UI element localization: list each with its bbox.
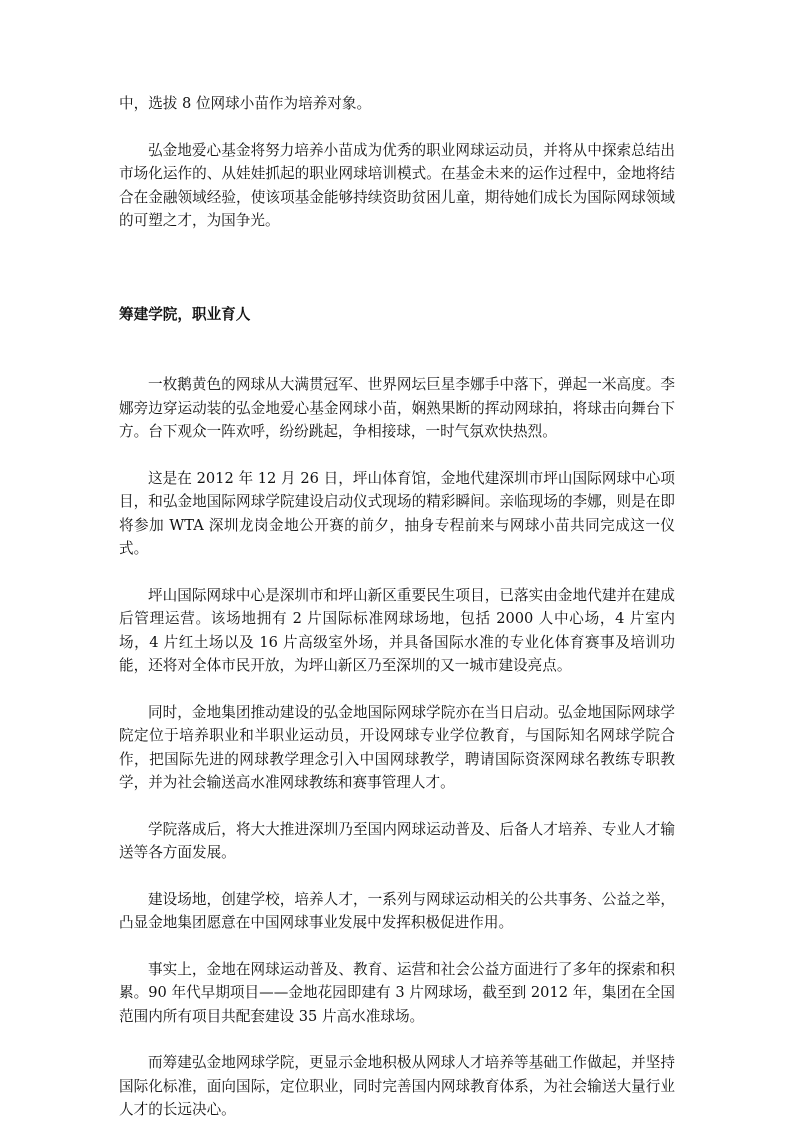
body-paragraph-8: 而筹建弘金地网球学院，更显示金地积极从网球人才培养等基础工作做起，并坚持国际化标准，面向国际，定位职业，同时完善国内网球教育体系，为社会输送大量行业人才的长远决心。 [119,1054,675,1118]
document-page [119,92,675,1122]
paragraph-gap [119,1028,675,1051]
body-paragraph-7: 事实上，金地在网球运动普及、教育、运营和社会公益方面进行了多年的探索和积累。90 年代早期项目——金地花园即建有 3 片网球场，截至到 2012 年，集团在全国范围内所有项目共配套建设 35 片高水准球场。 [119,960,675,1025]
section-gap [119,280,675,303]
body-paragraph-2: 这是在 2012 年 12 月 26 日，坪山体育馆，金地代建深圳市坪山国际网球中心项目，和弘金地国际网球学院建设启动仪式现场的精彩瞬间。亲临现场的李娜，则是在即将参加 WTA 深圳龙岗金地公开赛的前夕，抽身专程前来与网球小苗共同完成这一仪式。 [119,469,675,557]
heading-gap [119,326,675,373]
body-paragraph-1: 一枚鹅黄色的网球从大满贯冠军、世界网坛巨星李娜手中落下，弹起一米高度。李娜旁边穿运动装的弘金地爱心基金网球小苗，娴熟果断的挥动网球拍，将球击向舞台下方。台下观众一阵欢呼，纷纷跳起，争相接球，一时气氛欢快热烈。 [119,376,675,440]
body-paragraph-4: 同时，金地集团推动建设的弘金地国际网球学院亦在当日启动。弘金地国际网球学院定位于培养职业和半职业运动员，开设网球专业学位教育，与国际知名网球学院合作，把国际先进的网球教学理念引入中国网球教学，聘请国际资深网球名教练专职教学，并为社会输送高水准网球教练和赛事管理人才。 [119,703,675,791]
section-heading: 筹建学院，职业育人 [119,305,251,323]
paragraph-gap [119,561,675,584]
body-paragraph-3: 坪山国际网球中心是深圳市和坪山新区重要民生项目，已落实由金地代建并在建成后管理运营。该场地拥有 2 片国际标准网球场地，包括 2000 人中心场，4 片室内场，4 片红土场以及 16 片高级室外场，并具备国际水准的专业化体育赛事及培训功能，还将对全体市民开放，为坪山新区乃至深圳的又一城市建设亮点。 [119,586,675,674]
paragraph-gap [119,865,675,888]
paragraph-gap [119,935,675,958]
paragraph-gap [119,444,675,467]
paragraph-gap [119,678,675,701]
section-gap [119,233,675,280]
intro-paragraph-1: 中，选拔 8 位网球小苗作为培养对象。 [119,95,372,112]
paragraph-gap [119,116,675,139]
body-paragraph-5: 学院落成后，将大大推进深圳乃至国内网球运动普及、后备人才培养、专业人才输送等各方面发展。 [119,820,675,861]
paragraph-gap [119,795,675,818]
intro-paragraph-2: 弘金地爱心基金将努力培养小苗成为优秀的职业网球运动员，并将从中探索总结出市场化运作的、从娃娃抓起的职业网球培训模式。在基金未来的运作过程中，金地将结合在金融领域经验，使该项基金能够持续资助贫困儿童，期待她们成长为国际网球领域的可塑之才，为国争光。 [119,141,675,229]
body-paragraph-6: 建设场地，创建学校，培养人才，一系列与网球运动相关的公共事务、公益之举，凸显金地集团愿意在中国网球事业发展中发挥积极促进作用。 [119,890,675,931]
